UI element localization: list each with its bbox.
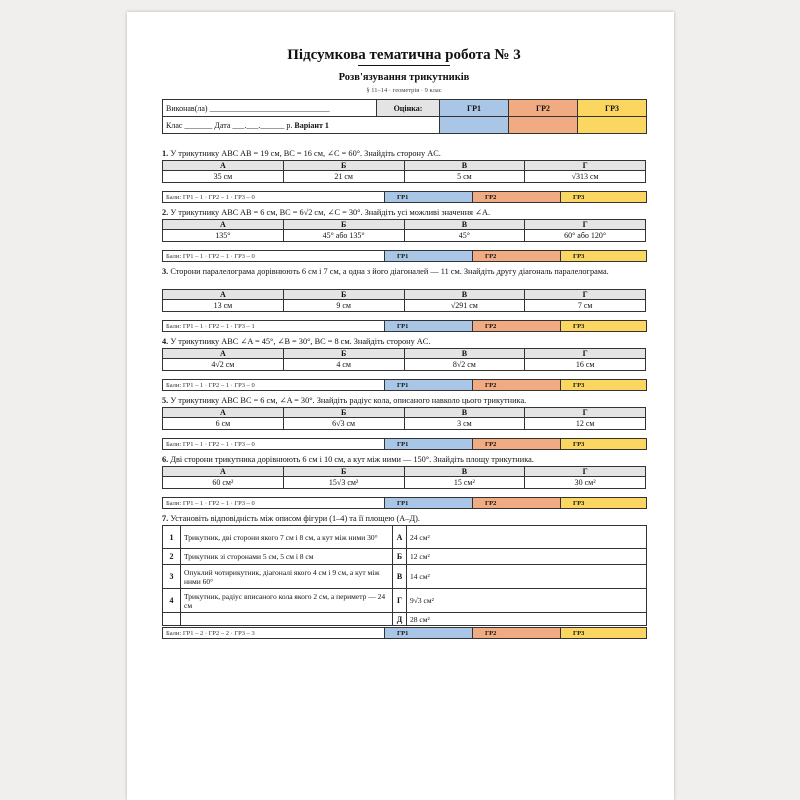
match-right-letter: Г (393, 589, 407, 613)
answer-letter: Г (525, 161, 646, 171)
question-7-number: 7. (162, 514, 169, 523)
match-right-text: 28 см² (407, 613, 647, 626)
answer-option[interactable]: 21 см (283, 171, 404, 183)
answer-option[interactable]: 45° або 135° (283, 230, 404, 242)
score-label: Бали: ГР1 – 1 · ГР2 – 1 · ГР3 – 0 (163, 192, 385, 203)
page-meta: § 11–14 · геометрія · 9 клас (366, 87, 442, 94)
question-5 (162, 396, 646, 406)
answer-letter: Б (283, 467, 404, 477)
group-3-score-cell[interactable]: ГР3 (561, 498, 647, 509)
answer-letter: Г (525, 290, 646, 300)
answer-letter: Б (283, 290, 404, 300)
group-1-score-cell[interactable]: ГР1 (385, 628, 473, 639)
answer-letter: А (163, 220, 284, 230)
match-right-letter: В (393, 565, 407, 589)
answer-option[interactable]: 45° (404, 230, 525, 242)
question-text: У трикутнику ABC BC = 6 см, ∠A = 30°. Знайдіть радіус кола, описаного навколо цього трикутника. (170, 396, 527, 405)
answer-option[interactable]: 15√3 см² (283, 477, 404, 489)
match-left-text: Трикутник, дві сторони якого 7 см і 8 см, а кут між ними 30° (181, 526, 393, 549)
class-date-label: Клас _______ Дата ___.___.______ р. (166, 120, 293, 130)
question-text: У трикутнику ABC ∠A = 45°, ∠B = 30°, BC = 8 см. Знайдіть сторону AC. (170, 337, 431, 346)
score-label: Бали: ГР1 – 1 · ГР2 – 1 · ГР3 – 0 (163, 498, 385, 509)
answer-letter: А (163, 290, 284, 300)
answer-letter: В (404, 349, 525, 359)
question-number: 1. (162, 149, 169, 158)
answer-letter: Г (525, 220, 646, 230)
score-label: Бали: ГР1 – 1 · ГР2 – 1 · ГР3 – 0 (163, 380, 385, 391)
group-2-score-cell[interactable]: ГР2 (473, 498, 561, 509)
question-7 (162, 514, 646, 524)
answer-option[interactable]: 12 см (525, 418, 646, 430)
match-left-text: Опуклий чотирикутник, діагоналі якого 4 см і 9 см, а кут між ними 60° (181, 565, 393, 589)
student-info-table (162, 99, 647, 134)
match-empty-cell (163, 613, 181, 626)
match-left-text: Трикутник, радіус вписаного кола якого 2 см, а периметр — 24 см (181, 589, 393, 613)
group-2-score-cell[interactable]: ГР2 (473, 628, 561, 639)
answer-letter: Г (525, 349, 646, 359)
match-left-num: 4 (163, 589, 181, 613)
question-3 (162, 267, 646, 277)
page-title: Підсумкова тематична робота № 3 (287, 47, 521, 63)
answer-table-6 (162, 466, 646, 489)
group-1-score-cell[interactable]: ГР1 (385, 251, 473, 262)
answer-letter: Г (525, 408, 646, 418)
group-1-score-cell[interactable]: ГР1 (385, 192, 473, 203)
question-number: 5. (162, 396, 169, 405)
question-text: Сторони паралелограма дорівнюють 6 см і 7 см, а одна з його діагоналей — 11 см. Знайдіть другу діагональ паралелограма. (170, 267, 609, 276)
answer-option[interactable]: 135° (163, 230, 284, 242)
class-date-field[interactable] (163, 117, 440, 134)
answer-option[interactable]: 3 см (404, 418, 525, 430)
question-text: Дві сторони трикутника дорівнюють 6 см і 10 см, а кут між ними — 150°. Знайдіть площу трикутника. (170, 455, 534, 464)
question-1 (162, 149, 646, 159)
answer-option[interactable]: 6√3 см (283, 418, 404, 430)
group-2-header: ГР2 (509, 100, 578, 117)
answer-option[interactable]: 5 см (404, 171, 525, 183)
match-right-letter: А (393, 526, 407, 549)
answer-letter: А (163, 349, 284, 359)
answer-letter: В (404, 290, 525, 300)
group-3-header: ГР3 (578, 100, 647, 117)
answer-table-1 (162, 160, 646, 183)
group-3-grade-cell[interactable] (578, 117, 647, 134)
answer-letter: Г (525, 467, 646, 477)
match-left-num: 3 (163, 565, 181, 589)
question-text: У трикутнику ABC AB = 19 см, BC = 16 см, ∠C = 60°. Знайдіть сторону AC. (170, 149, 441, 158)
group-3-score-cell[interactable]: ГР3 (561, 251, 647, 262)
question-number: 6. (162, 455, 169, 464)
answer-letter: Б (283, 220, 404, 230)
score-row-6 (162, 497, 647, 509)
answer-letter: В (404, 161, 525, 171)
match-empty-cell (181, 613, 393, 626)
score-row-5 (162, 438, 647, 450)
answer-option[interactable]: 60 см² (163, 477, 284, 489)
answer-letter: А (163, 161, 284, 171)
answer-option[interactable]: 35 см (163, 171, 284, 183)
match-left-text: Трикутник зі сторонами 5 см, 5 см і 8 см (181, 549, 393, 565)
answer-table-4 (162, 348, 646, 371)
question-7-text: Установіть відповідність між описом фігури (1–4) та її площею (А–Д). (170, 514, 420, 523)
answer-table-3 (162, 289, 646, 312)
answer-letter: А (163, 408, 284, 418)
score-row-2 (162, 250, 647, 262)
score-row-1 (162, 191, 647, 203)
answer-option[interactable]: 16 см (525, 359, 646, 371)
group-3-score-cell[interactable]: ГР3 (561, 192, 647, 203)
answer-letter: В (404, 220, 525, 230)
score-label: Бали: ГР1 – 2 · ГР2 – 2 · ГР3 – 3 (163, 628, 385, 639)
answer-option[interactable]: 7 см (525, 300, 646, 312)
group-1-score-cell[interactable]: ГР1 (385, 380, 473, 391)
question-4 (162, 337, 646, 347)
question-2 (162, 208, 646, 218)
title-underline (358, 65, 450, 66)
group-3-score-cell[interactable]: ГР3 (561, 628, 647, 639)
match-left-num: 2 (163, 549, 181, 565)
answer-option[interactable]: 8√2 см (404, 359, 525, 371)
answer-letter: Б (283, 408, 404, 418)
worksheet-page (127, 12, 674, 800)
answer-letter: А (163, 467, 284, 477)
answer-option[interactable]: 15 см² (404, 477, 525, 489)
group-1-score-cell[interactable]: ГР1 (385, 321, 473, 332)
match-right-letter: Д (393, 613, 407, 626)
match-right-letter: Б (393, 549, 407, 565)
score-label: Бали: ГР1 – 1 · ГР2 – 1 · ГР3 – 0 (163, 251, 385, 262)
answer-option[interactable]: 13 см (163, 300, 284, 312)
answer-option[interactable]: 4√2 см (163, 359, 284, 371)
match-right-text: 12 см² (407, 549, 647, 565)
group-2-score-cell[interactable]: ГР2 (473, 321, 561, 332)
answer-letter: Б (283, 161, 404, 171)
group-2-score-cell[interactable]: ГР2 (473, 192, 561, 203)
group-1-score-cell[interactable]: ГР1 (385, 439, 473, 450)
question-number: 2. (162, 208, 169, 217)
group-3-score-cell[interactable]: ГР3 (561, 380, 647, 391)
answer-option[interactable]: 6 см (163, 418, 284, 430)
matching-table (162, 525, 647, 626)
score-row-4 (162, 379, 647, 391)
match-right-text: 9√3 см² (407, 589, 647, 613)
answer-letter: В (404, 467, 525, 477)
answer-option[interactable]: √291 см (404, 300, 525, 312)
group-3-score-cell[interactable]: ГР3 (561, 321, 647, 332)
answer-table-5 (162, 407, 646, 430)
match-right-text: 14 см² (407, 565, 647, 589)
answer-option[interactable]: 4 см (283, 359, 404, 371)
answer-option[interactable]: 30 см² (525, 477, 646, 489)
score-label: Бали: ГР1 – 1 · ГР2 – 1 · ГР3 – 1 (163, 321, 385, 332)
match-right-text: 24 см² (407, 526, 647, 549)
answer-letter: Б (283, 349, 404, 359)
group-1-score-cell[interactable]: ГР1 (385, 498, 473, 509)
group-1-header: ГР1 (440, 100, 509, 117)
grade-label: Оцінка: (377, 100, 440, 117)
answer-table-2 (162, 219, 646, 242)
question-7-score-row (162, 627, 647, 639)
score-label: Бали: ГР1 – 1 · ГР2 – 1 · ГР3 – 0 (163, 439, 385, 450)
match-left-num: 1 (163, 526, 181, 549)
answer-option[interactable]: 9 см (283, 300, 404, 312)
answer-letter: В (404, 408, 525, 418)
answer-option[interactable]: 60° або 120° (525, 230, 646, 242)
group-2-score-cell[interactable]: ГР2 (473, 251, 561, 262)
group-3-score-cell[interactable]: ГР3 (561, 439, 647, 450)
variant-label: Варіант 1 (294, 120, 329, 130)
answer-option[interactable]: √313 см (525, 171, 646, 183)
group-1-grade-cell[interactable] (440, 117, 509, 134)
group-2-grade-cell[interactable] (509, 117, 578, 134)
question-text: У трикутнику ABC AB = 6 см, BC = 6√2 см, ∠C = 30°. Знайдіть усі можливі значення ∠A. (170, 208, 491, 217)
group-2-score-cell[interactable]: ГР2 (473, 380, 561, 391)
question-number: 4. (162, 337, 169, 346)
page-subtitle: Розв'язування трикутників (338, 72, 470, 83)
question-6 (162, 455, 646, 465)
score-row-3 (162, 320, 647, 332)
group-2-score-cell[interactable]: ГР2 (473, 439, 561, 450)
question-number: 3. (162, 267, 169, 276)
name-field[interactable]: Виконав(ла) ______________________________ (163, 100, 377, 117)
